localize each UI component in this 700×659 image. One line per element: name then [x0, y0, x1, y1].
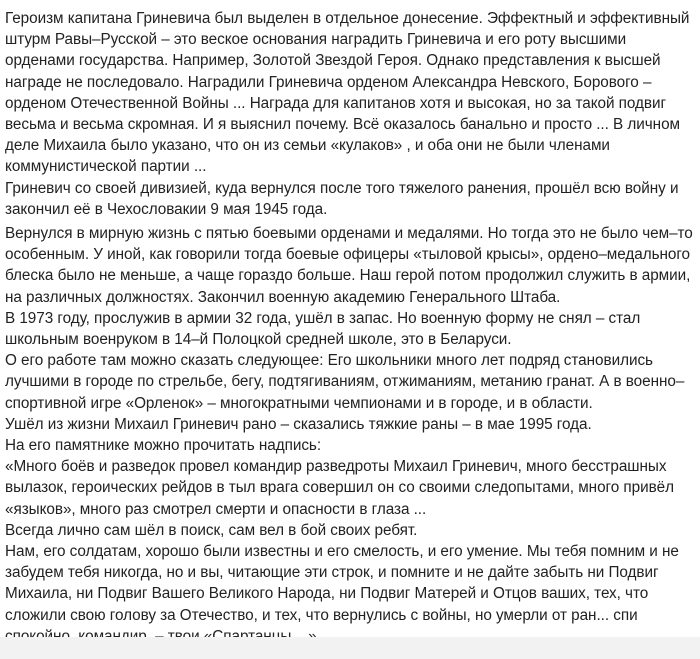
- paragraph-heroism: Героизм капитана Гриневича был выделен в отдельное донесение. Эффектный и эффективный штурм Равы–Русской – это веское основания наградить Гриневича и его роту высшими орденами государства. Например, Золотой Звездой Героя. Однако представления к высшей награде не последовало. Наградили Гриневича орденом Александра Невского, Борового – орденом Отечественной Войны ... Награда для капитанов хотя и высокая, но за такой подвиг весьма и весьма скромная. И я выяснил почему. Всё оказалось банально и просто ... В личном деле Михаила было указано, что он из семьи «кулаков» , и оба они не были членами коммунистической партии ...: [5, 10, 690, 176]
- article-body: [5, 8, 693, 647]
- paragraph-inscription-1: «Много боёв и разведок провел командир разведроты Михаил Гриневич, много бесстрашных вылазок, героических рейдов в тыл врага совершил он со своими следопытами, много привёл «языков», много раз смотрел смерти и опасности в глаза ...: [5, 458, 674, 518]
- paragraph-school-work: О его работе там можно сказать следующее: Его школьники много лет подряд становились лучшими в городе по стрельбе, бегу, подтягиваниям, отжиманиям, метанию гранат. А в военно–спортивной игре «Орленок» – многократными чемпионами и в городе, и в области.: [5, 352, 685, 412]
- paragraph-monument: На его памятнике можно прочитать надпись:: [5, 437, 322, 455]
- bottom-bar: [0, 637, 700, 659]
- paragraph-inscription-2: Всегда лично сам шёл в поиск, сам вел в бой своих ребят.: [5, 521, 418, 539]
- paragraph-death: Ушёл из жизни Михаил Гриневич рано – сказались тяжкие раны – в мае 1995 года.: [5, 415, 592, 433]
- paragraph-inscription-3: Нам, его солдатам, хорошо были известны и его смелость, и его умение. Мы тебя помним и не забудем тебя никогда, но и вы, читающие эти строк, и помните и не дайте забыть ни Подвиг Михаила, ни Подвиг Вашего Великого Народа, ни Подвиг Матерей и Отцов ваших, тех, что сложили свою голову за Отечество, и тех, что вернулись с войны, но умерли от ран... спи: [5, 543, 679, 624]
- paragraph-peaceful-life: Вернулся в мирную жизнь с пятью боевыми орденами и медалями. Но тогда это не было чем–то особенным. У иной, как говорили тогда боевые офицеры «тыловой крысы», ордено–медального блеска было не меньше, а чаще гораздо больше. Наш герой потом продолжил служить в армии, на различных должностях. Закончил военную академию Генерального Штаба.: [5, 225, 693, 306]
- paragraph-war-end: Гриневич со своей дивизией, куда вернулся после того тяжелого ранения, прошёл всю войну и закончил её в Чехословакии 9 мая 1945 года.: [5, 179, 679, 218]
- paragraph-retirement: В 1973 году, прослужив в армии 32 года, ушёл в запас. Но военную форму не снял – стал школьным военруком в 14–й Полоцкой средней школе, это в Беларуси.: [5, 309, 641, 349]
